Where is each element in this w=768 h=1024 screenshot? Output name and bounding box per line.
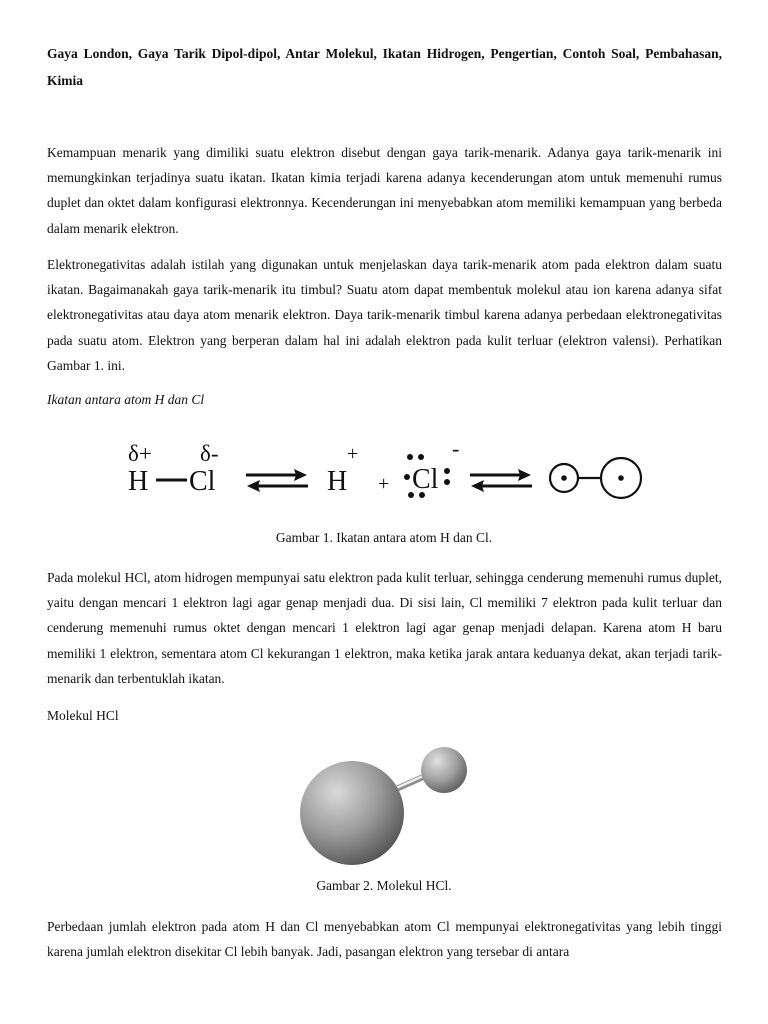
- equilibrium-arrows-icon: [470, 469, 532, 492]
- paragraph-2: Elektronegativitas adalah istilah yang digunakan untuk menjelaskan daya tarik-menarik atom pada elektron dalam suatu ikatan. Bagaimanakah gaya tarik-menarik itu timbul? Suatu atom dapat membentuk molekul atau ion karena adanya sifat elektronegativitas atau daya atom menarik elektron. Daya tarik-menarik timbul karena adanya perbedaan elektronegativitas pada suatu atom. Elektron yang berperan dalam hal ini adalah elektron pada kulit terluar (elektron valensi). Perhatikan Gambar 1. ini.: [47, 257, 722, 373]
- chloride-ion-symbol: Cl: [412, 464, 439, 495]
- figure-1-caption: Gambar 1. Ikatan antara atom H dan Cl.: [275, 530, 493, 545]
- h-ion-symbol: H: [327, 466, 348, 497]
- figure-2-hcl-molecule-model: [290, 740, 480, 865]
- delta-plus-label: δ+: [128, 441, 152, 466]
- figure-1-hcl-bond-diagram: [120, 430, 650, 505]
- paragraph-3: Pada molekul HCl, atom hidrogen mempunyai satu elektron pada kulit terluar, sehingga cenderung memenuhi rumus duplet, yaitu dengan mencari 1 elektron lagi agar genap menjadi dua. Di sisi lain, Cl memiliki 7 elektron pada kulit terluar dan cenderung memenuhi rumus oktet dengan mencari 1 elektron lagi agar genap menjadi delapan. Karena atom H baru memiliki 1 elektron, sementara atom Cl kekurangan 1 elektron, maka ketika jarak antara keduanya dekat, akan terjadi tarik-menarik dan terbentuklah ikatan.: [47, 570, 722, 686]
- hydrogen-atom-sphere: [421, 747, 467, 793]
- figure-1-label: Ikatan antara atom H dan Cl: [47, 392, 205, 407]
- h-atom-symbol: H: [128, 466, 149, 497]
- cl-atom-symbol: Cl: [189, 466, 216, 497]
- h-ion-charge: +: [347, 443, 359, 465]
- figure-2-label: Molekul HCl: [47, 708, 119, 723]
- figure-2-caption: Gambar 2. Molekul HCl.: [316, 878, 452, 893]
- chlorine-atom-sphere: [300, 761, 404, 865]
- equilibrium-arrows-icon: [246, 469, 308, 492]
- chloride-charge: -: [452, 436, 460, 461]
- paragraph-1: Kemampuan menarik yang dimiliki suatu elektron disebut dengan gaya tarik-menarik. Adanya gaya tarik-menarik ini memungkinkan terjadinya suatu ikatan. Ikatan kimia terjadi karena adanya kecenderungan atom untuk memenuhi rumus duplet dan oktet dalam konfigurasi elektronnya. Kecenderungan ini menyebabkan atom memiliki kemampuan yang berbeda dalam menarik elektron.: [47, 145, 722, 236]
- plus-sign: +: [378, 473, 390, 495]
- paragraph-4: Perbedaan jumlah elektron pada atom H dan Cl menyebabkan atom Cl mempunyai elektronegativitas yang lebih tinggi karena jumlah elektron disekitar Cl lebih banyak. Jadi, pasangan elektron yang tersebar di antara: [47, 919, 722, 960]
- page-title: Gaya London, Gaya Tarik Dipol-dipol, Antar Molekul, Ikatan Hidrogen, Pengertian, Contoh Soal, Pembahasan, Kimia: [47, 46, 722, 88]
- delta-minus-label: δ-: [200, 441, 219, 466]
- atom-model-icon: [550, 458, 641, 498]
